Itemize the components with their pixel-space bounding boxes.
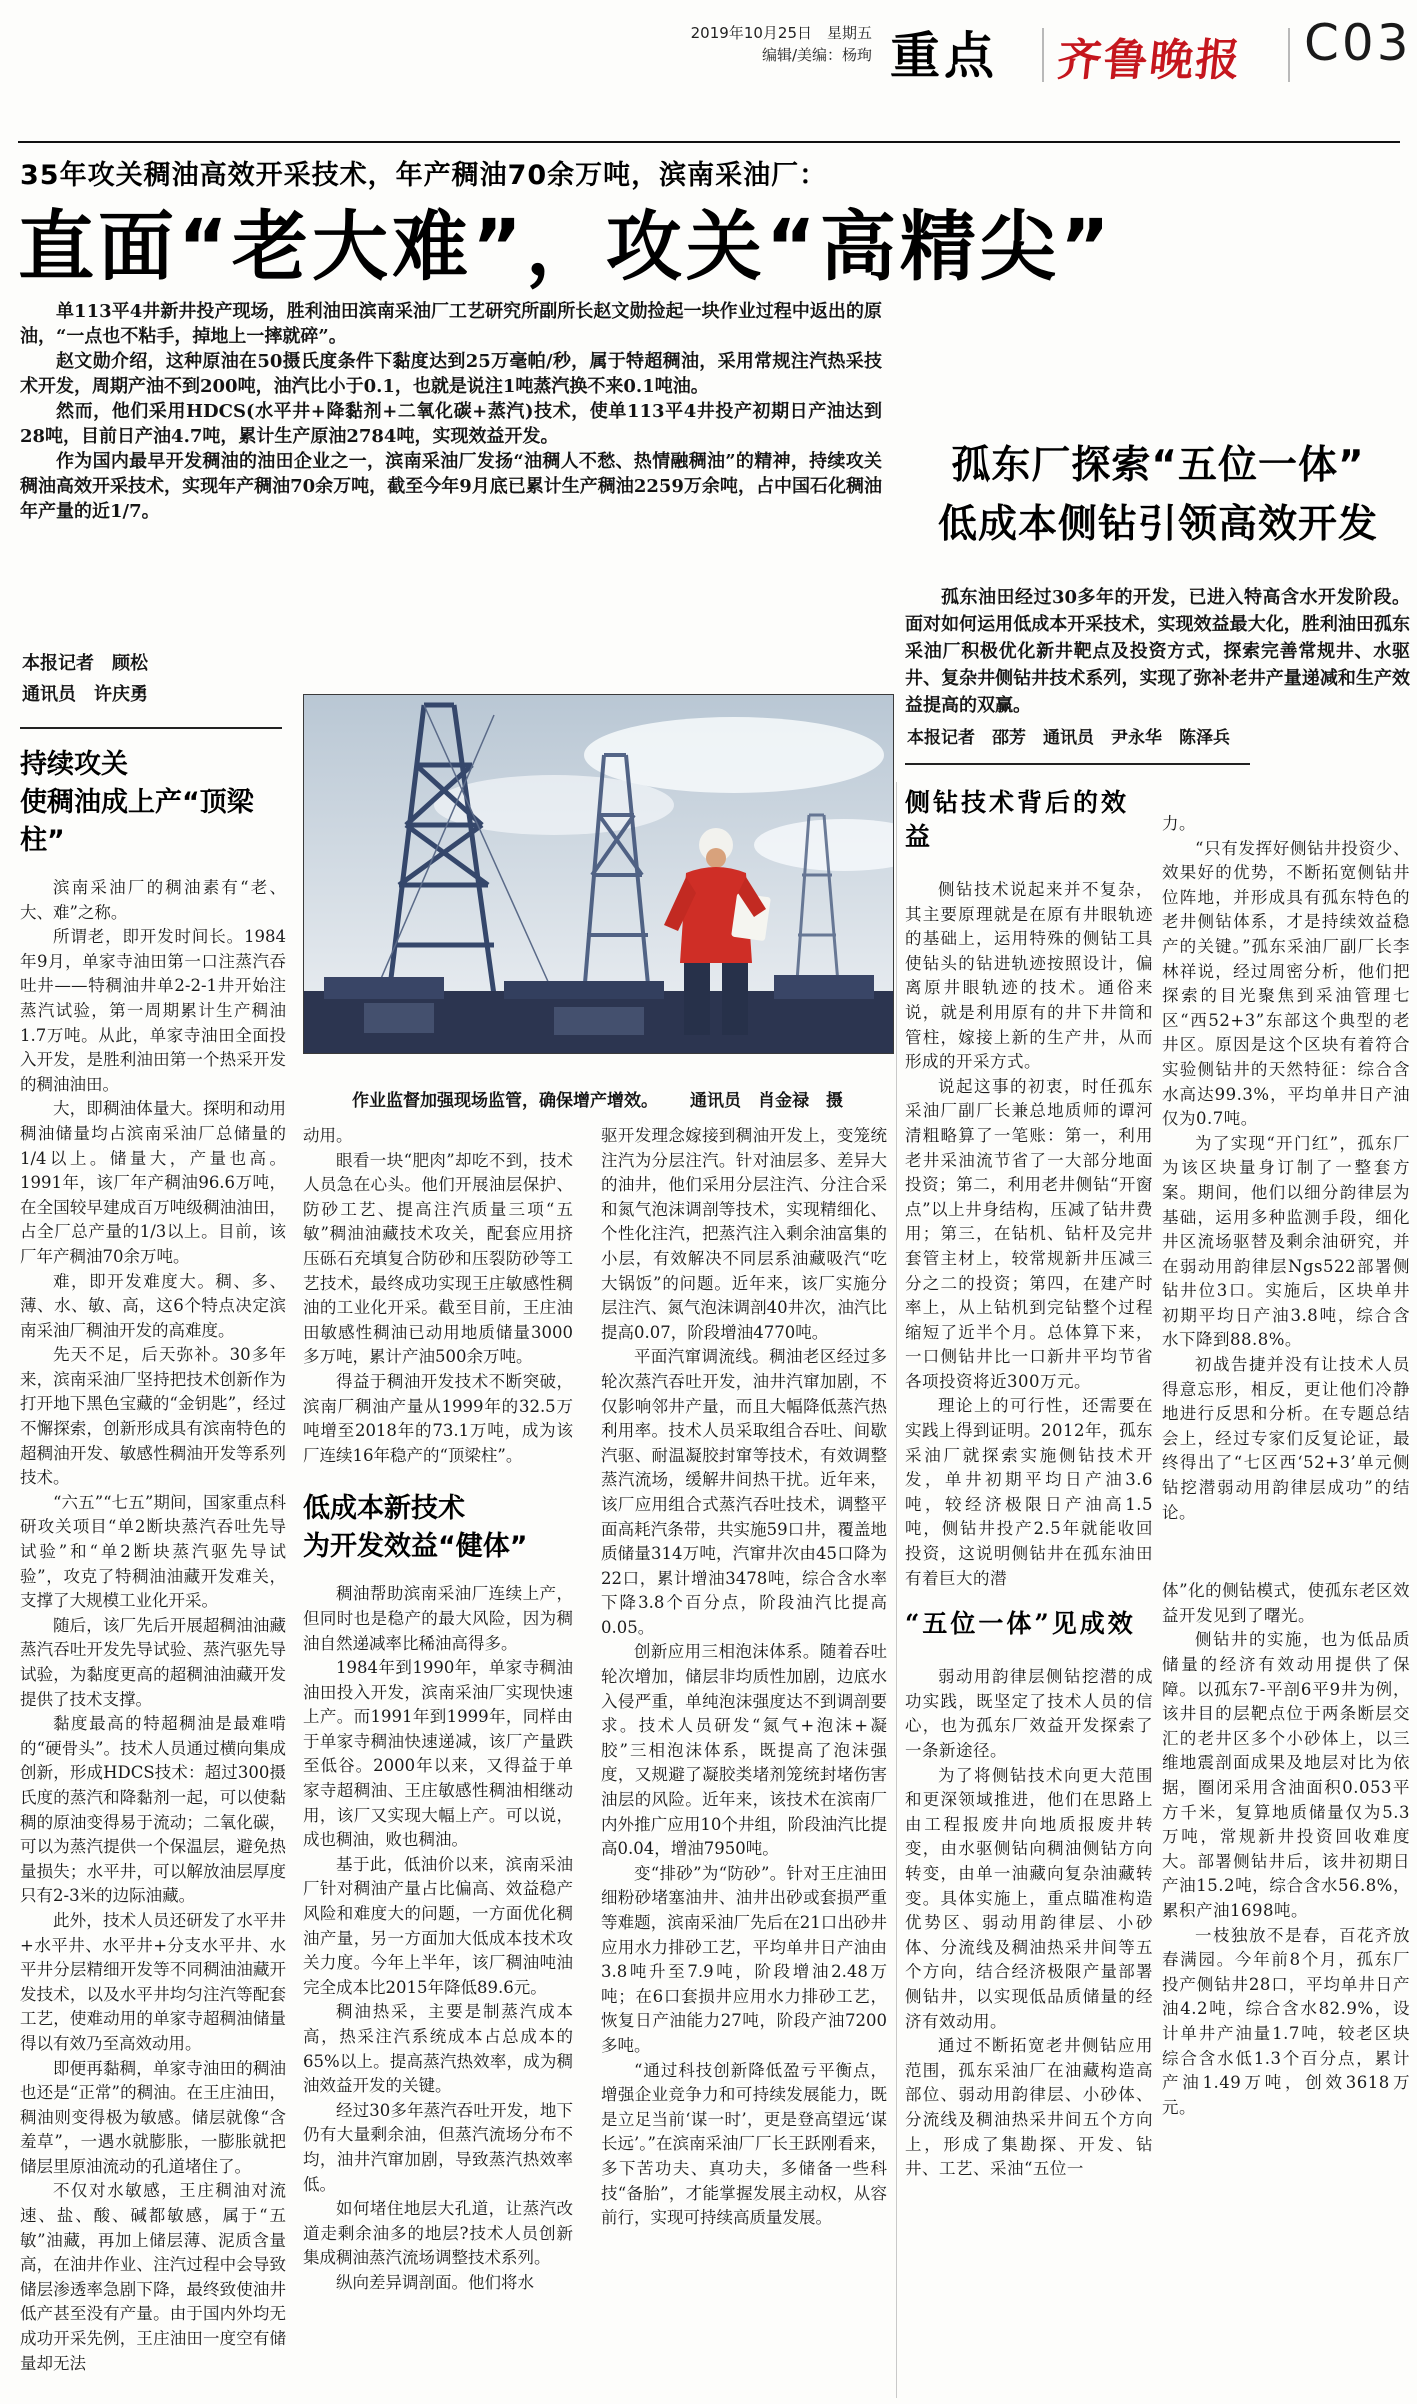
paragraph: 变“排砂”为“防砂”。针对王庄油田细粉砂堵塞油井、油井出砂或套损严重等难题，滨南采油厂先后在21口出砂井应用水力排砂工艺，平均单井日产油由3.8吨升至7.9吨，阶段增油2.48万吨；在6口套损井应用水力排砂工艺，恢复日产油能力27吨，阶段产油7200多吨。: [601, 1863, 887, 2055]
section-heading: 持续攻关 使稠油成上产“顶梁柱”: [20, 749, 254, 856]
paragraph: 即便再黏稠，单家寺油田的稠油也还是“正常”的稠油。在王庄油田，稠油则变得极为敏感。储层就像“含羞草”，一遇水就膨胀，一膨胀就把储层里原油流动的孔道堵住了。: [20, 2058, 286, 2176]
header-rule: [18, 141, 1400, 143]
paragraph: 纵向差异调剖面。他们将水: [336, 2272, 534, 2292]
paragraph: 不仅对水敏感，王庄稠油对流速、盐、酸、碱都敏感，属于“五敏”油藏，再加上储层薄、泥质含量高，在油井作业、注汽过程中会导致储层渗透率急剧下降，最终致使油井低产甚至没有产量。由于国内外均无成功开采先例，王庄油田一度空有储量却无法: [20, 2181, 286, 2373]
paragraph: 弱动用韵律层侧钻挖潜的成功实践，既坚定了技术人员的信心，也为孤东厂效益开发探索了一条新途径。: [905, 1667, 1153, 1760]
paragraph: 驱开发理念嫁接到稠油开发上，变笼统注汽为分层注汽。针对油层多、差异大的油井，他们采用分层注汽、分注合采和氮气泡沫调剖等技术，实现精细化、个性化注汽，把蒸汽注入剩余油富集的小层，有效解决不同层系油藏吸汽“吃大锅饭”的问题。近年来，该厂实施分层注汽、氮气泡沫调剖40井次，油汽比提高0.07，阶段增油4770吨。: [601, 1126, 887, 1342]
paragraph: 侧钻技术说起来并不复杂，其主要原理就是在原有井眼轨迹的基础上，运用特殊的侧钻工具使钻头的钻进轨迹按照设计，偏离原井眼轨迹的技术。通俗来说，就是利用原有的井下井筒和管柱，嫁接上新的生产井，从而形成的开采方式。: [905, 880, 1153, 1072]
paragraph: 体”化的侧钻模式，使孤东老区效益开发见到了曙光。: [1162, 1581, 1410, 1625]
page-number: C03: [1304, 14, 1412, 72]
paragraph: 一枝独放不是春，百花齐放春满园。今年前8个月，孤东厂投产侧钻井28口，平均单井日产油4.2吨，综合含水82.9%，设计单井产油量1.7吨，较老区块综合含水低1.3个百分点，累计产油1.49万吨，创效3618万元。: [1162, 1925, 1410, 2117]
section-heading: 低成本新技术 为开发效益“健体”: [303, 1493, 528, 1563]
side-byline-rule: [905, 763, 1250, 765]
paragraph: 稠油热采，主要是制蒸汽成本高，热采注汽系统成本占总成本的65%以上。提高蒸汽热效率，成为稠油效益开发的关键。: [303, 2002, 573, 2096]
paragraph: 先天不足，后天弥补。30多年来，滨南采油厂坚持把技术创新作为打开地下黑色宝藏的“金钥匙”，经过不懈探索，创新形成具有滨南特色的超稠油开发、敏感性稠油开发等系列技术。: [20, 1345, 286, 1488]
paragraph: 侧钻井的实施，也为低品质储量的经济有效动用提供了保障。以孤东7-平剖6平9井为例，该井目的层靶点位于两条断层交汇的老井区多个小砂体上，以三维地震剖面成果及地层对比为依据，圈闭采用含油面积0.053平方千米，复算地质储量仅为5.3万吨，常规新井投资回收难度大。部署侧钻井后，该井初期日产油15.2吨，综合含水56.8%，累积产油1698吨。: [1162, 1630, 1410, 1920]
paragraph: 为了将侧钻技术向更大范围和更深领域推进，他们在思路上由工程报废井向地质报废井转变，由水驱侧钻向稠油侧钻方向转变，由单一油藏向复杂油藏转变。具体实施上，重点瞄准构造优势区、弱动用韵律层、小砂体、分流线及稠油热采井间等五个方向，结合经济极限产量部署侧钻井，以实现低品质储量的经济有效动用。: [905, 1765, 1153, 2031]
oilfield-photo-illustration: [304, 695, 893, 1053]
side-lead-paragraph: 孤东油田经过30多年的开发，已进入特高含水开发阶段。面对如何运用低成本开采技术，实现效益最大化，胜利油田孤东采油厂积极优化新井靶点及投资方式，探索完善常规井、水驱井、复杂井侧钻井技术系列，实现了弥补老井产量递减和生产效益提高的双赢。: [905, 587, 1410, 716]
paragraph: 1984年到1990年，单家寺稠油油田投入开发，滨南采油厂实现快速上产。而1991年到1999年，同样由于单家寺稠油快速递减，该厂产量跌至低谷。2000年以来，又得益于单家寺超稠油、王庄敏感性稠油相继动用，该厂又实现大幅上产。可以说，成也稠油，败也稠油。: [303, 1658, 573, 1850]
date-block: [691, 22, 872, 66]
section-name: 重点: [890, 27, 998, 85]
paragraph: “六五”“七五”期间，国家重点科研攻关项目“单2断块蒸汽吞吐先导试验”和“单2断块蒸汽驱先导试验”，攻克了特稠油油藏开发难关，支撑了大规模工业化开采。: [20, 1492, 286, 1611]
paragraph: 创新应用三相泡沫体系。随着吞吐轮次增加，储层非均质性加剧，边底水入侵严重，单纯泡沫强度达不到调剖要求。技术人员研发“氮气+泡沫+凝胶”三相泡沫体系，既提高了泡沫强度，又规避了凝胶类堵剂笼统封堵伤害油层的风险。近年来，该技术在滨南厂内外推广应用10个井组，阶段油汽比提高0.04，增油7950吨。: [601, 1642, 887, 1859]
paragraph: 眼看一块“肥肉”却吃不到，技术人员急在心头。他们开展油层保护、防砂工艺、提高注汽质量三项“五敏”稠油油藏技术攻关，配套应用挤压砾石充填复合防砂和压裂防砂等工艺技术，最终成功实现王庄敏感性稠油的工业化开采。截至目前，王庄油田敏感性稠油已动用地质储量3000多万吨，累计产油500余万吨。: [303, 1150, 573, 1367]
paragraph: 初战告捷并没有让技术人员得意忘形，相反，更让他们冷静地进行反思和分析。在专题总结会上，经过专家们反复论证，最终得出了“七区西‘52+3’单元侧钻挖潜弱动用韵律层成功”的结论。: [1162, 1355, 1410, 1522]
reporter-line: 本报记者 顾松: [22, 653, 148, 674]
main-headline: 直面“老大难”，攻关“高精尖”: [18, 202, 1114, 291]
editor-line: 编辑/美编：杨珣: [761, 46, 872, 64]
paragraph: 如何堵住地层大孔道，让蒸汽改道走剩余油多的地层?技术人员创新集成稠油蒸汽流场调整技术系列。: [303, 2199, 573, 2268]
section-heading: “五位一体”见成效: [905, 1609, 1136, 1639]
paragraph: 此外，技术人员还研发了水平井+水平井、水平井+分支水平井、水平井分层精细开发等不同稠油油藏开发技术，以及水平井均匀注汽等配套工艺，使难动用的单家寺超稠油储量得以有效乃至高效动用。: [20, 1910, 286, 2053]
paragraph: 滨南采油厂的稠油素有“老、大、难”之称。: [20, 878, 286, 922]
main-column-2: [303, 1124, 573, 2400]
photo-caption: [303, 1086, 892, 1111]
main-column-1: [20, 742, 286, 2400]
lead-block: [20, 299, 882, 524]
divider-bar: [1288, 28, 1290, 82]
paragraph: 力。: [1162, 814, 1196, 833]
divider-bar: [1042, 28, 1044, 82]
caption-text: 作业监督加强现场监管，确保增产增效。: [352, 1091, 659, 1111]
main-byline: [22, 648, 148, 710]
paragraph: 作为国内最早开发稠油的油田企业之一，滨南采油厂发扬“油稠人不愁、热情融稠油”的精神，持续攻关稠油高效开采技术，实现年产稠油70余万吨，截至今年9月底已累计生产稠油2259万余吨，占中国石化稠油年产量的近1/7。: [20, 451, 882, 522]
byline-rule: [20, 727, 282, 729]
correspondent-line: 通讯员 许庆勇: [22, 684, 148, 705]
vertical-divider: [896, 782, 897, 2398]
masthead-logo: 齐鲁晚报: [1054, 35, 1245, 86]
paragraph: 理论上的可行性，还需要在实践上得到证明。2012年，孤东采油厂就探索实施侧钻技术开发，单井初期平均日产油3.6吨，较经济极限日产油高1.5吨，侧钻井投产2.5年就能收回投资，这说明侧钻井在孤东油田有着巨大的潜: [905, 1396, 1153, 1588]
side-column-2: [1162, 812, 1410, 2400]
paragraph: 随后，该厂先后开展超稠油油藏蒸汽吞吐开发先导试验、蒸汽驱先导试验，为黏度更高的超稠油油藏开发提供了技术支撑。: [20, 1615, 286, 1709]
side-byline: 本报记者 邵芳 通讯员 尹永华 陈泽兵: [907, 728, 1230, 748]
paragraph: 然而，他们采用HDCS(水平井+降黏剂+二氧化碳+蒸汽)技术，使单113平4井投产初期日产油达到28吨，目前日产油4.7吨，累计生产原油2784吨，实现效益开发。: [20, 401, 882, 447]
paragraph: 难，即开发难度大。稠、多、薄、水、敏、高，这6个特点决定滨南采油厂稠油开发的高难度。: [20, 1271, 286, 1340]
paragraph: 平面汽窜调流线。稠油老区经过多轮次蒸汽吞吐开发，油井汽窜加剧，不仅影响邻井产量，而且大幅降低蒸汽热利用率。技术人员采取组合吞吐、间歇汽驱、耐温凝胶封窜等技术，有效调整蒸汽流场，缓解井间热干扰。近年来，该厂应用组合式蒸汽吞吐技术，调整平面高耗汽条带，共实施59口井，覆盖地质储量314万吨，汽窜井次由45口降为22口，累计增油3478吨，综合含水率下降3.8个百分点，阶段油汽比提高0.05。: [601, 1347, 887, 1637]
paragraph: 基于此，低油价以来，滨南采油厂针对稠油产量占比偏高、效益稳产风险和难度大的问题，一方面优化稠油产量，另一方面加大低成本技术攻关力度。今年上半年，该厂稠油吨油完全成本比2015年降低89.6元。: [303, 1854, 573, 1997]
paragraph: 通过不断拓宽老井侧钻应用范围，孤东采油厂在油藏构造高部位、弱动用韵律层、小砂体、分流线及稠油热采井间五个方向上，形成了集勘探、开发、钻井、工艺、采油“五位一: [905, 2036, 1153, 2179]
paragraph: 单113平4井新井投产现场，胜利油田滨南采油厂工艺研究所副所长赵文勋捡起一块作业过程中返出的原油，“一点也不粘手，掉地上一摔就碎”。: [20, 301, 882, 347]
side-headline-line2: 低成本侧钻引领高效开发: [937, 502, 1378, 547]
paragraph: 大，即稠油体量大。探明和动用稠油储量均占滨南采油厂总储量的1/4以上。储量大，产量也高。1991年，该厂年产稠油96.6万吨，在全国较早建成百万吨级稠油油田，占全厂总产量的1/3以上。目前，该厂年产稠油70余万吨。: [20, 1099, 286, 1266]
paragraph: 经过30多年蒸汽吞吐开发，地下仍有大量剩余油，但蒸汽流场分布不均，油井汽窜加剧，导致蒸汽热效率低。: [303, 2100, 573, 2194]
paragraph: 黏度最高的特超稠油是最难啃的“硬骨头”。技术人员通过横向集成创新，形成HDCS技术：超过300摄氏度的蒸汽和降黏剂一起，可以使黏稠的原油变得易于流动；二氧化碳，可以为蒸汽提供一个保温层，避免热量损失；水平井，可以解放油层厚度只有2-3米的边际油藏。: [20, 1714, 286, 1906]
side-headline-line1: 孤东厂探索“五位一体”: [951, 443, 1365, 488]
paragraph: “通过科技创新降低盈亏平衡点，增强企业竞争力和可持续发展能力，既是立足当前‘谋一时’，更是登高望远‘谋长远’。”在滨南采油厂厂长王跃刚看来，多下苦功夫、真功夫，多储备一些科技“备胎”，才能掌握发展主动权，从容前行，实现可持续高质量发展。: [601, 2060, 887, 2228]
paragraph: 稠油帮助滨南采油厂连续上产，但同时也是稳产的最大风险，因为稠油自然递减率比稀油高得多。: [303, 1584, 573, 1653]
main-column-3: [601, 1124, 887, 2400]
paragraph: 为了实现“开门红”，孤东厂为该区块量身订制了一整套方案。期间，他们以细分韵律层为基础，运用多种监测手段，细化井区流场驱替及剩余油研究，并在弱动用韵律层Ngs522部署侧钻井位3口。实施后，区块单井初期平均日产油3.8吨，综合含水下降到88.8%。: [1162, 1133, 1410, 1350]
paragraph: “只有发挥好侧钻井投资少、效果好的优势，不断拓宽侧钻井位阵地，并形成具有孤东特色的老井侧钻体系，才是持续效益稳产的关键。”孤东采油厂副厂长李林祥说，经过周密分析，他们把探索的目光聚焦到采油管理七区“西52+3”东部这个典型的老井区。原因是这个区块有着符合实验侧钻井的天然特征：综合含水高达99.3%，平均单井日产油仅为0.7吨。: [1162, 838, 1410, 1129]
paragraph: 动用。: [303, 1126, 353, 1145]
paragraph: 赵文勋介绍，这种原油在50摄氏度条件下黏度达到25万毫帕/秒，属于特超稠油，采用常规注汽热采技术开发，周期产油不到200吨，油汽比小于0.1，也就是说注1吨蒸汽换不来0.1吨油。: [20, 351, 882, 397]
paragraph: 得益于稠油开发技术不断突破，滨南厂稠油产量从1999年的32.5万吨增至2018年的73.1万吨，成为该厂连续16年稳产的“顶梁柱”。: [303, 1371, 573, 1465]
side-lead: [905, 584, 1410, 719]
photo-credit: 通讯员 肖金禄 摄: [689, 1091, 843, 1111]
date-line: 2019年10月25日 星期五: [690, 24, 872, 42]
side-column-1: [905, 780, 1153, 2400]
kicker: 35年攻关稠油高效开采技术，年产稠油70余万吨，滨南采油厂：: [20, 160, 828, 191]
paragraph: 说起这事的初衷，时任孤东采油厂副厂长兼总地质师的谭河清粗略算了一笔账：第一，利用老井采油流节省了一大部分地面投资；第二，利用老井侧钻“开窗点”以上井身结构，压减了钻井费用；第三，在钻机、钻杆及完井套管主材上，较常规新井压减三分之二的投资；第四，在建产时率上，从上钻机到完钻整个过程缩短了近半个月。总体算下来，一口侧钻井比一口新井平均节省各项投资将近300万元。: [905, 1076, 1153, 1391]
side-headline: [903, 436, 1413, 554]
paragraph: 所谓老，即开发时间长。1984年9月，单家寺油田第一口注蒸汽吞吐井——特稠油井单2-2-1井开始注蒸汽试验，第一周期累计生产稠油1.7万吨。从此，单家寺油田全面投入开发，是胜利油田第一个热采开发的稠油油田。: [20, 927, 286, 1094]
news-photo: [303, 694, 894, 1054]
section-heading: 侧钻技术背后的效益: [905, 788, 1130, 851]
